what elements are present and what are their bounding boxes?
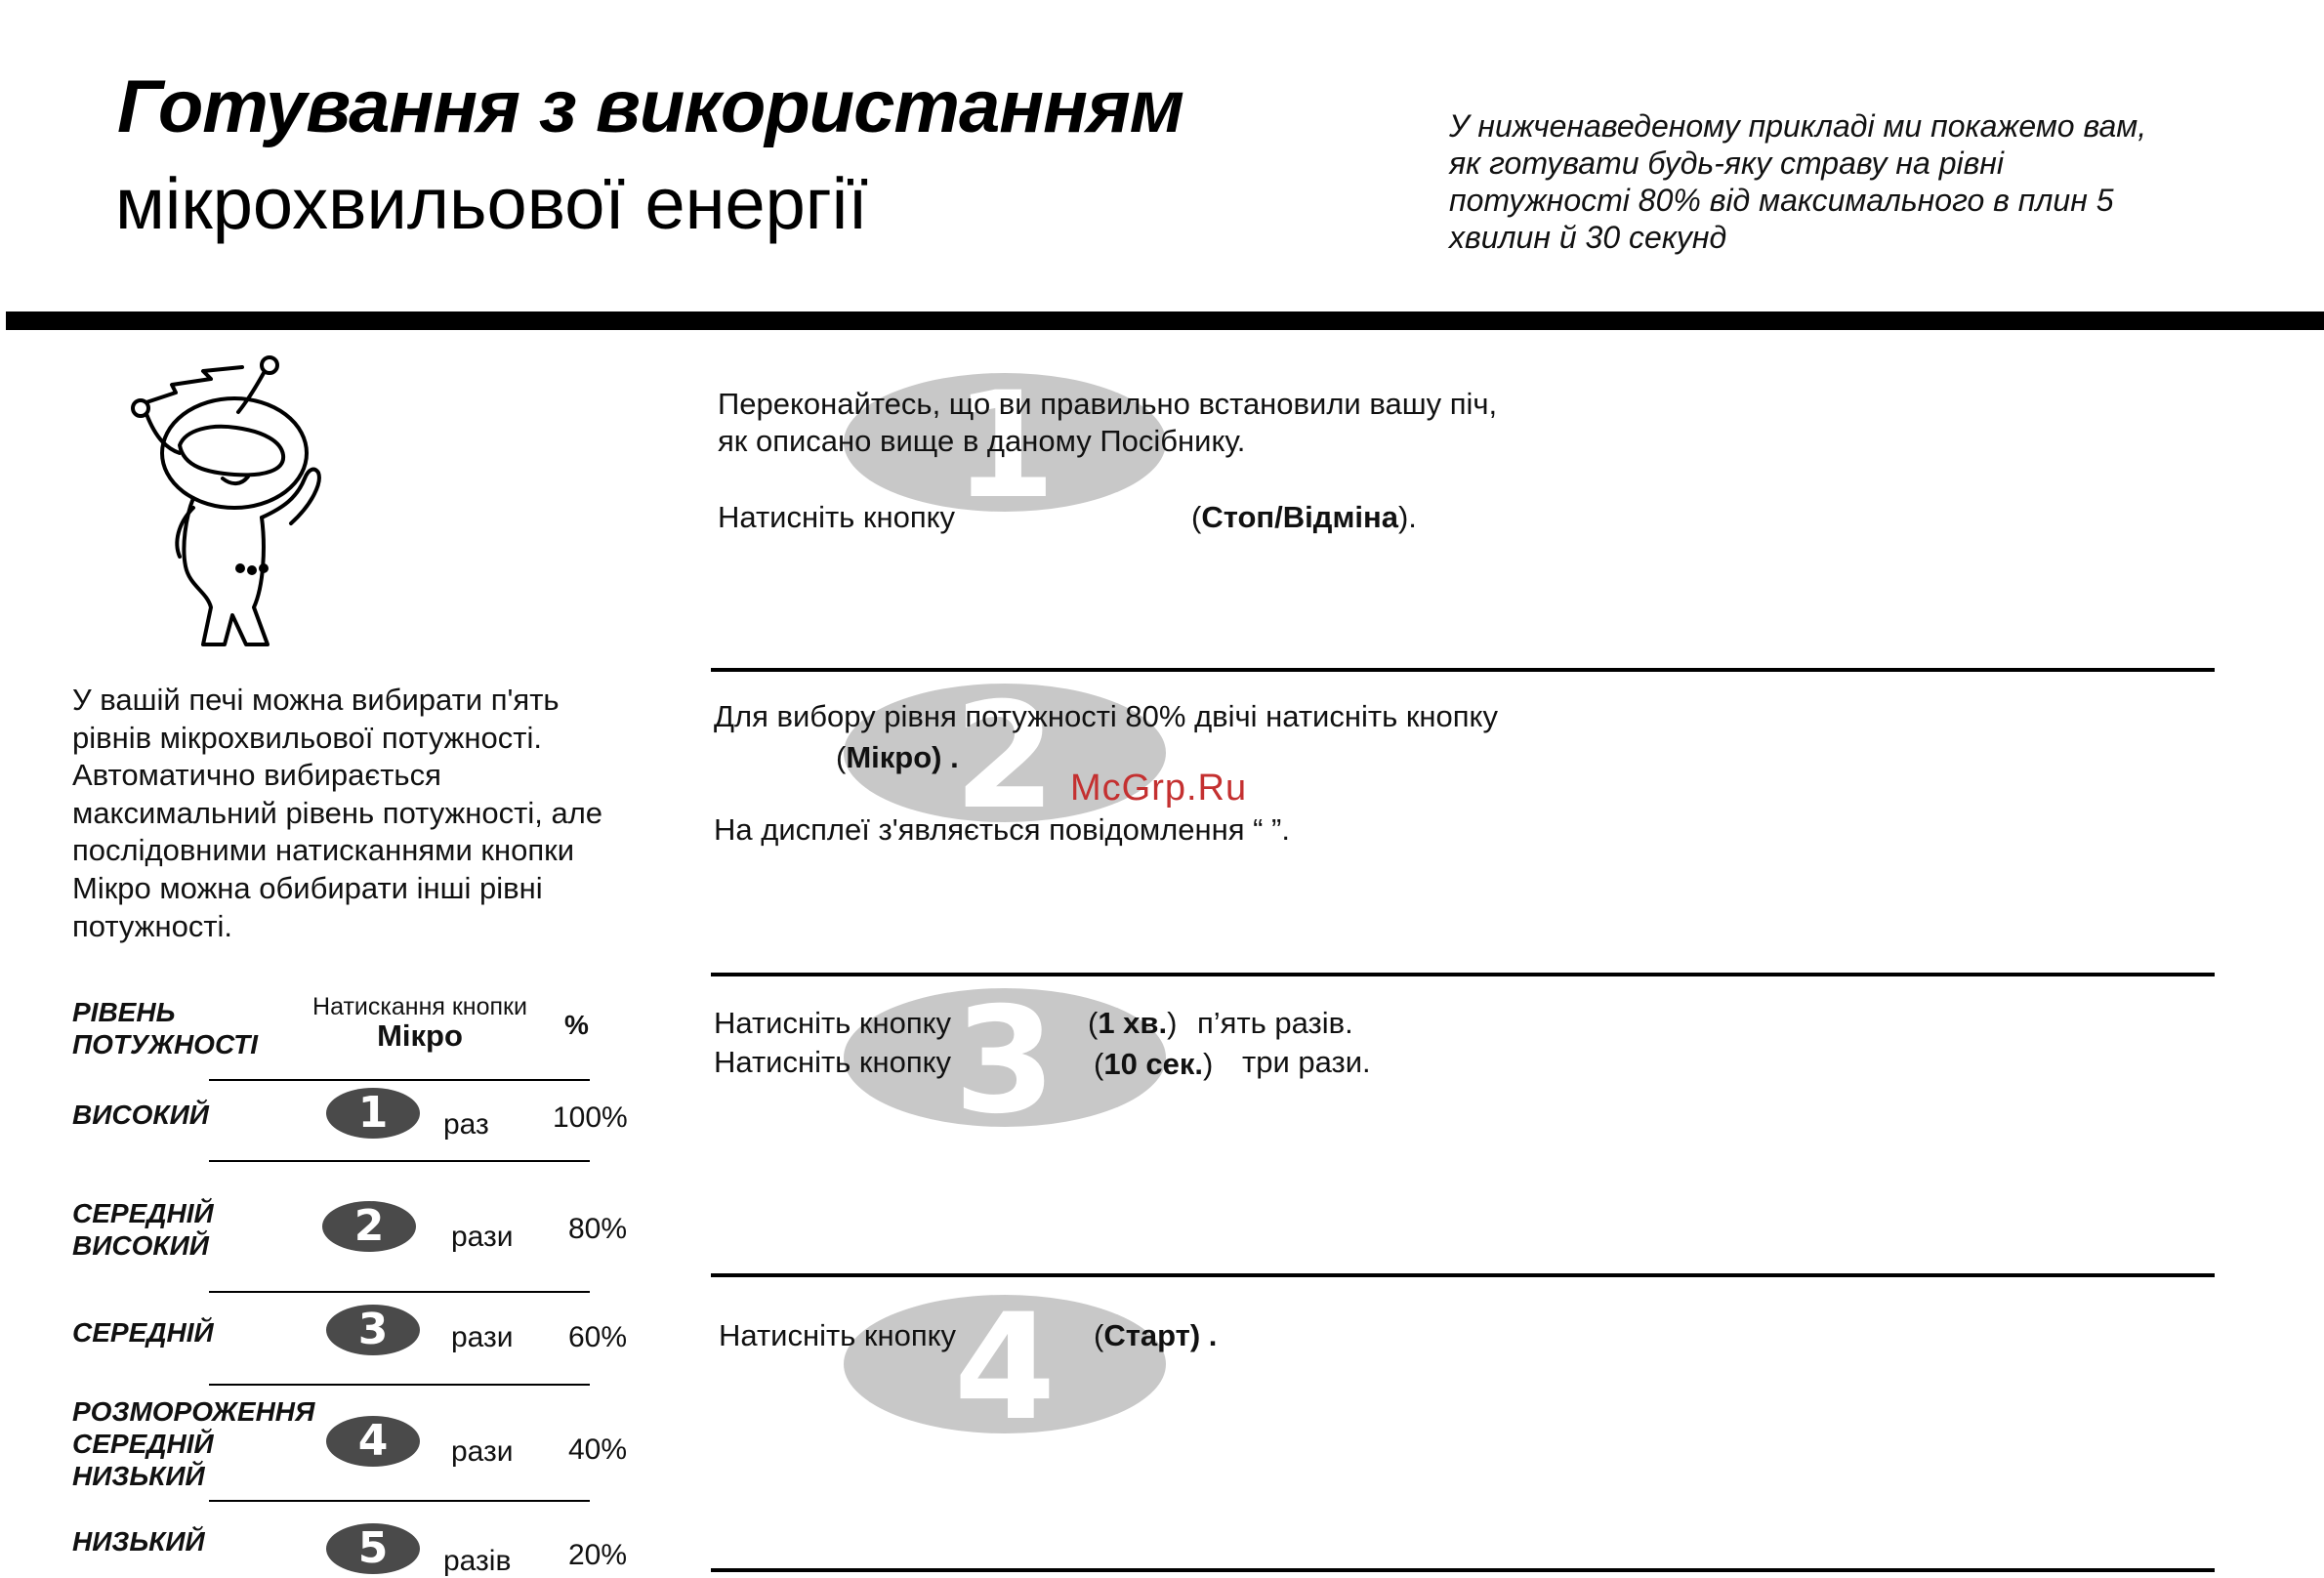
step-number-2: 2 <box>844 684 1166 822</box>
step-number-3: 3 <box>844 988 1166 1127</box>
step3-button2-ref <box>1094 1047 1213 1082</box>
step-number-4: 4 <box>844 1295 1166 1433</box>
table-row-times: рази <box>451 1435 514 1468</box>
table-header-press <box>303 992 537 1051</box>
table-row-times: раз <box>443 1108 489 1141</box>
table-row-percent: 100% <box>553 1101 628 1134</box>
paren-close: ) . <box>1189 1318 1218 1352</box>
table-header-level: РІВЕНЬ ПОТУЖНОСТІ <box>72 997 258 1059</box>
table-divider <box>209 1160 590 1162</box>
table-row-percent: 60% <box>568 1321 628 1353</box>
table-row-times: рази <box>451 1321 514 1353</box>
table-divider <box>209 1079 590 1081</box>
table-divider <box>209 1291 590 1293</box>
header-divider <box>6 311 2324 330</box>
step-number-1: 1 <box>844 373 1166 512</box>
table-header-press-button: Мікро <box>377 1018 463 1053</box>
table-row-times: рази <box>451 1221 514 1253</box>
step-divider <box>711 668 2215 672</box>
step2-button-ref <box>836 740 959 775</box>
mascot-illustration <box>117 352 371 664</box>
press-count-badge: 1 <box>326 1088 420 1139</box>
micro-button-label: Мікро <box>846 740 933 774</box>
power-levels-description: У вашій печі можна вибирати п'ять рівнів мікрохвильової потужності. Автоматично вибирається максимальний рівень потужності, але послідовними натисканнями кнопки Мікро можна обибирати інші рівні потужності. <box>72 683 603 943</box>
step2-line1: Для вибору рівня потужності 80% двічі натисніть кнопку <box>714 699 1498 733</box>
table-divider <box>209 1500 590 1502</box>
table-divider <box>209 1384 590 1386</box>
step3-press2: Натисніть кнопку <box>714 1045 952 1079</box>
paren-open: ( <box>1094 1318 1104 1352</box>
paren-close: ) <box>1203 1047 1214 1081</box>
step3-after1: п’ять разів. <box>1197 1006 1353 1040</box>
press-count-badge: 5 <box>326 1523 420 1574</box>
paren-open: ( <box>1191 500 1202 534</box>
page-title: Готування з використанням <box>117 65 1183 148</box>
step-divider <box>711 1568 2215 1572</box>
table-row-level: СЕРЕДНІЙ ВИСОКИЙ <box>72 1198 214 1261</box>
table-row-level: ВИСОКИЙ <box>72 1100 209 1130</box>
paren-open: ( <box>1088 1006 1099 1040</box>
table-header-percent: % <box>564 1010 589 1040</box>
table-row-percent: 40% <box>568 1433 628 1466</box>
step-divider <box>711 973 2215 976</box>
paren-open: ( <box>836 740 847 774</box>
one-minute-button-label: 1 хв. <box>1098 1006 1168 1040</box>
step1-line1: Переконайтесь, що ви правильно встановили вашу піч, <box>718 387 1498 421</box>
step2-line3: На дисплеї з'являється повідомлення “ ”. <box>714 812 1290 847</box>
paren-open: ( <box>1094 1047 1104 1081</box>
step-divider <box>711 1273 2215 1277</box>
table-row-level: НИЗЬКИЙ <box>72 1526 205 1557</box>
page-subtitle: мікрохвильової енергії <box>115 163 868 244</box>
press-count-badge: 3 <box>326 1305 420 1355</box>
intro-text: У нижченаведеному прикладі ми покажемо вам, як готувати будь-яку страву на рівні потужності 80% від максимального в плин 5 хвилин й 30 секунд <box>1449 108 2147 255</box>
paren-close: ) . <box>932 740 959 774</box>
step4-button-ref <box>1094 1318 1217 1353</box>
watermark: McGrp.Ru <box>1070 768 1248 809</box>
step1-button-ref <box>1191 500 1417 535</box>
table-row-percent: 80% <box>568 1213 628 1245</box>
step3-after2: три рази. <box>1242 1045 1371 1079</box>
paren-close: ) <box>1167 1006 1178 1040</box>
stop-cancel-button-label: Стоп/Відміна <box>1201 500 1398 534</box>
table-row-times: разів <box>443 1545 512 1577</box>
step1-press: Натисніть кнопку <box>718 500 956 534</box>
start-button-label: Старт <box>1103 1318 1190 1352</box>
step3-press1: Натисніть кнопку <box>714 1006 952 1040</box>
table-row-level: РОЗМОРОЖЕННЯ СЕРЕДНІЙ НИЗЬКИЙ <box>72 1396 315 1491</box>
paren-close: ). <box>1397 500 1417 534</box>
step4-press: Натисніть кнопку <box>719 1318 957 1352</box>
table-row-percent: 20% <box>568 1539 628 1571</box>
table-row-level: СЕРЕДНІЙ <box>72 1317 214 1348</box>
step1-line2: як описано вище в даному Посібнику. <box>718 424 1246 458</box>
press-count-badge: 4 <box>326 1416 420 1467</box>
press-count-badge: 2 <box>322 1201 416 1252</box>
table-header-press-label: Натискання кнопки <box>312 993 527 1020</box>
ten-seconds-button-label: 10 сек. <box>1103 1047 1204 1081</box>
step3-button1-ref <box>1088 1006 1177 1041</box>
